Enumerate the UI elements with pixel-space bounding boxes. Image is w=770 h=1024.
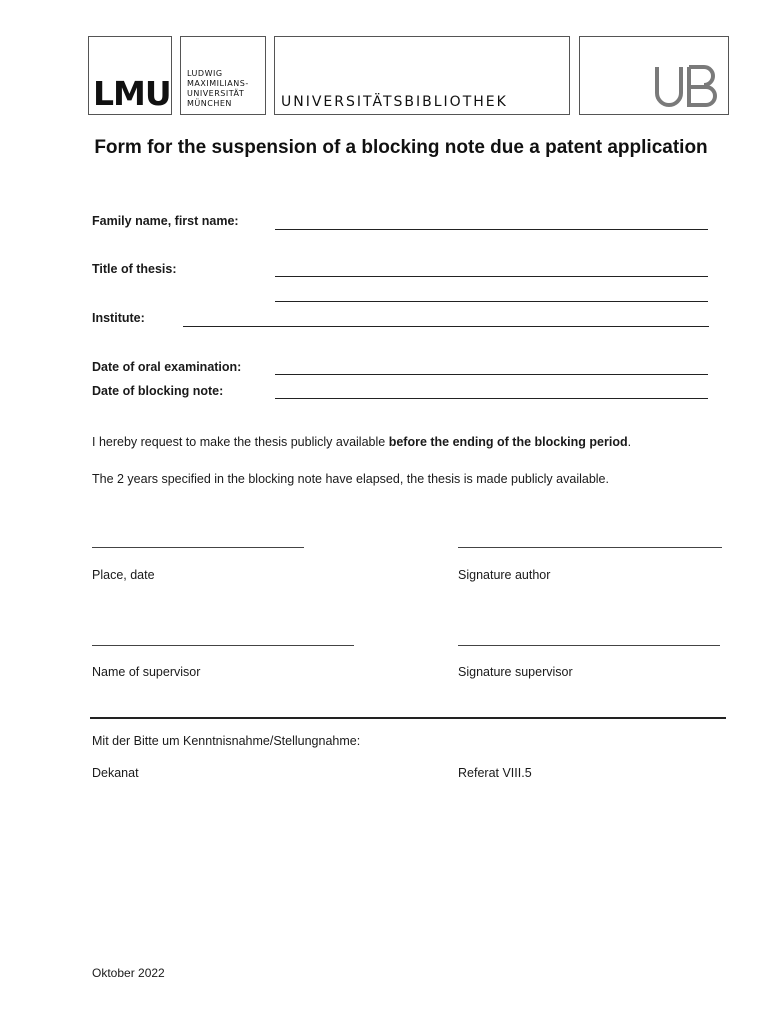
thesis-title-field-line-1[interactable] xyxy=(275,276,708,277)
university-name: LUDWIG MAXIMILIANS- UNIVERSITÄT MÜNCHEN xyxy=(187,69,249,108)
signature-author-label: Signature author xyxy=(458,568,551,582)
institute-field[interactable] xyxy=(183,326,709,327)
oral-exam-date-field[interactable] xyxy=(275,374,708,375)
place-date-label: Place, date xyxy=(92,568,155,582)
routing-referat: Referat VIII.5 xyxy=(458,766,532,780)
routing-dekanat: Dekanat xyxy=(92,766,139,780)
university-name-box xyxy=(180,36,266,115)
ub-logo-icon xyxy=(654,65,724,107)
blocking-note-date-label: Date of blocking note: xyxy=(92,384,224,398)
thesis-title-label: Title of thesis: xyxy=(92,262,177,276)
signature-author-line[interactable] xyxy=(458,547,722,548)
request-statement: I hereby request to make the thesis publicly available before the ending of the blocking period. xyxy=(92,435,632,449)
elapsed-statement: The 2 years specified in the blocking note have elapsed, the thesis is made publicly available. xyxy=(92,472,609,486)
name-field[interactable] xyxy=(275,229,708,230)
thesis-title-field-line-2[interactable] xyxy=(275,301,708,302)
lmu-logo: LMU xyxy=(93,74,171,113)
signature-supervisor-line[interactable] xyxy=(458,645,720,646)
request-emphasis: before the ending of the blocking period xyxy=(388,435,628,449)
library-name-box xyxy=(274,36,570,115)
signature-supervisor-label: Signature supervisor xyxy=(458,665,573,679)
page-title: Form for the suspension of a blocking note due a patent application xyxy=(94,137,708,158)
supervisor-name-label: Name of supervisor xyxy=(92,665,201,679)
library-name: UNIVERSITÄTSBIBLIOTHEK xyxy=(281,94,508,110)
ub-logo-box xyxy=(579,36,729,115)
institute-label: Institute: xyxy=(92,311,145,325)
routing-note: Mit der Bitte um Kenntnisnahme/Stellungnahme: xyxy=(92,734,361,748)
footer-date: Oktober 2022 xyxy=(92,966,165,980)
blocking-note-date-field[interactable] xyxy=(275,398,708,399)
supervisor-name-line[interactable] xyxy=(92,645,354,646)
place-date-line[interactable] xyxy=(92,547,304,548)
oral-exam-date-label: Date of oral examination: xyxy=(92,360,242,374)
name-label: Family name, first name: xyxy=(92,214,239,228)
lmu-logo-box xyxy=(88,36,172,115)
section-divider xyxy=(90,717,726,719)
